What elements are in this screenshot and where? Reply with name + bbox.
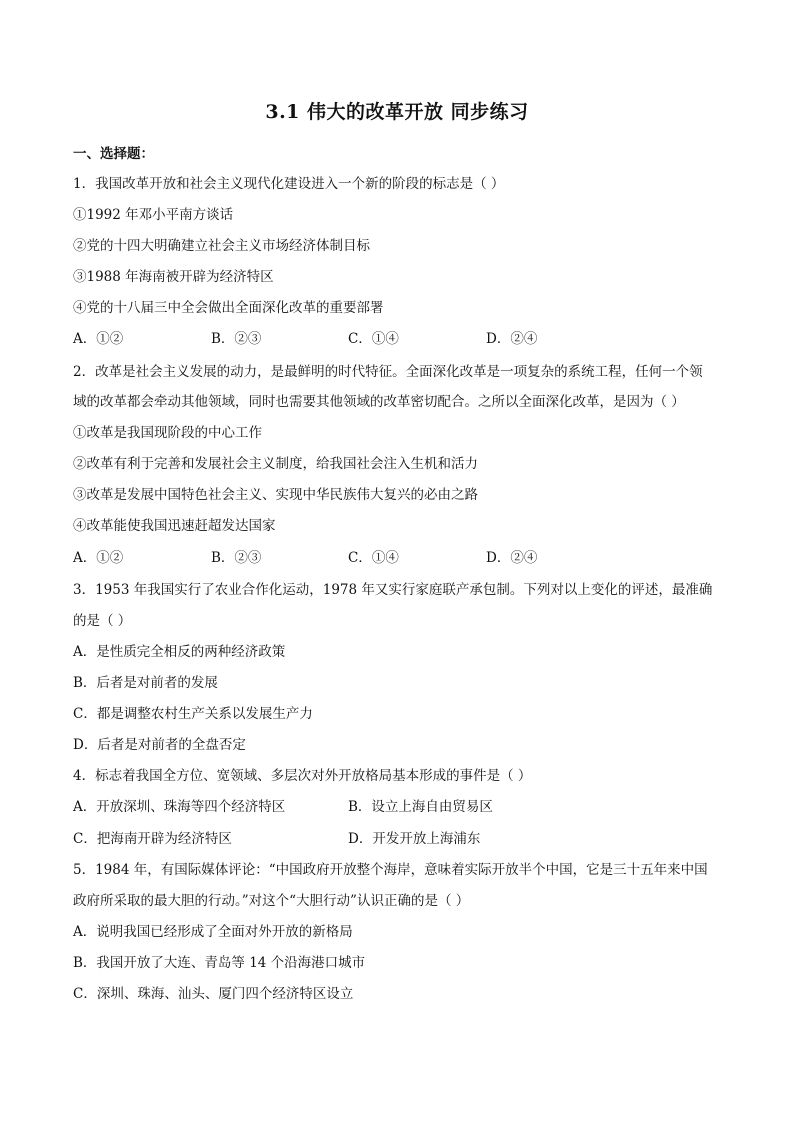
question-1-stem: 1．我国改革开放和社会主义现代化建设进入一个新的阶段的标志是（ ）	[73, 176, 505, 192]
question-1-statement: ②党的十四大明确建立社会主义市场经济体制目标	[73, 238, 370, 254]
question-4-option-a[interactable]: A．开放深圳、珠海等四个经济特区	[73, 799, 286, 815]
question-4-option-c[interactable]: C．把海南开辟为经济特区	[73, 831, 232, 847]
question-2-option-c[interactable]: C．①④	[348, 550, 399, 566]
question-5-option-b[interactable]: B．我国开放了大连、青岛等 14 个沿海港口城市	[73, 955, 366, 971]
question-3-option-a[interactable]: A．是性质完全相反的两种经济政策	[73, 644, 286, 660]
question-2-statement: ④改革能使我国迅速赶超发达国家	[73, 518, 276, 534]
question-3-stem: 的是（ ）	[73, 613, 132, 629]
question-4-option-d[interactable]: D．开发开放上海浦东	[348, 831, 481, 847]
question-1-option-b[interactable]: B．②③	[211, 331, 262, 347]
question-4-option-b[interactable]: B．设立上海自由贸易区	[348, 799, 493, 815]
question-4-stem: 4．标志着我国全方位、宽领域、多层次对外开放格局基本形成的事件是（ ）	[73, 768, 532, 784]
question-2-option-a[interactable]: A．①②	[73, 550, 124, 566]
question-1-statement: ①1992 年邓小平南方谈话	[73, 207, 234, 223]
question-1-option-c[interactable]: C．①④	[348, 331, 399, 347]
question-1-statement: ④党的十八届三中全会做出全面深化改革的重要部署	[73, 300, 384, 316]
question-1-option-a[interactable]: A．①②	[73, 331, 124, 347]
question-2-statement: ③改革是发展中国特色社会主义、实现中华民族伟大复兴的必由之路	[73, 487, 478, 503]
question-1-option-d[interactable]: D．②④	[486, 331, 538, 347]
question-5-option-c[interactable]: C．深圳、珠海、汕头、厦门四个经济特区设立	[73, 986, 354, 1002]
question-3-stem: 3．1953 年我国实行了农业合作化运动，1978 年又实行家庭联产承包制。下列对以上变化的评述，最准确	[73, 582, 713, 598]
question-2-statement: ①改革是我国现阶段的中心工作	[73, 425, 262, 441]
question-1-statement: ③1988 年海南被开辟为经济特区	[73, 269, 274, 285]
question-2-option-d[interactable]: D．②④	[486, 550, 538, 566]
question-5-stem: 政府所采取的最大胆的行动。”对这个“大胆行动”认识正确的是（ ）	[73, 893, 470, 909]
page-title: 3.1 伟大的改革开放 同步练习	[265, 101, 529, 123]
question-2-stem: 域的改革都会牵动其他领域，同时也需要其他领域的改革密切配合。之所以全面深化改革，是因为（ ）	[73, 394, 685, 410]
question-3-option-d[interactable]: D．后者是对前者的全盘否定	[73, 737, 246, 753]
question-2-option-b[interactable]: B．②③	[211, 550, 262, 566]
section-heading: 一、选择题：	[73, 146, 154, 162]
question-2-stem: 2．改革是社会主义发展的动力，是最鲜明的时代特征。全面深化改革是一项复杂的系统工程，任何一个领	[73, 364, 703, 380]
question-3-option-b[interactable]: B．后者是对前者的发展	[73, 675, 218, 691]
question-3-option-c[interactable]: C．都是调整农村生产关系以发展生产力	[73, 706, 313, 722]
question-5-stem: 5．1984 年，有国际媒体评论：“中国政府开放整个海岸，意味着实际开放半个中国，它是三十五年来中国	[73, 862, 708, 878]
question-5-option-a[interactable]: A．说明我国已经形成了全面对外开放的新格局	[73, 924, 353, 940]
question-2-statement: ②改革有利于完善和发展社会主义制度，给我国社会注入生机和活力	[73, 456, 478, 472]
